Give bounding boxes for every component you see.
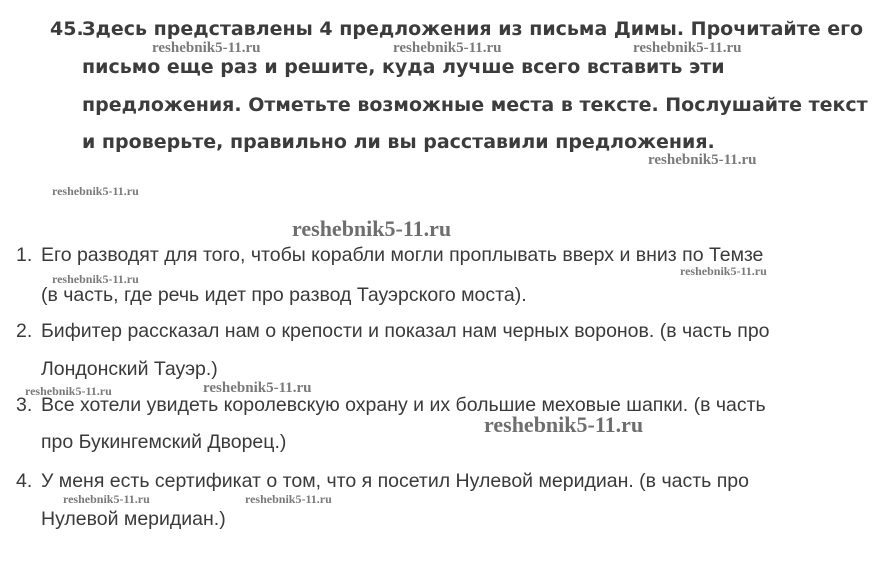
watermark: reshebnik5-11.ru	[245, 492, 332, 506]
item-number: 4.	[16, 470, 33, 492]
watermark: reshebnik5-11.ru	[52, 272, 139, 286]
watermark: reshebnik5-11.ru	[203, 380, 312, 396]
watermark: reshebnik5-11.ru	[393, 40, 502, 56]
item-line: Нулевой меридиан.)	[41, 508, 226, 530]
watermark: reshebnik5-11.ru	[152, 40, 261, 56]
watermark: reshebnik5-11.ru	[484, 412, 644, 437]
item-number: 2.	[16, 320, 33, 342]
item-number: 3.	[16, 394, 33, 416]
task-line: и проверьте, правильно ли вы расставили предложения.	[82, 131, 715, 153]
watermark: reshebnik5-11.ru	[648, 152, 757, 168]
watermark: reshebnik5-11.ru	[680, 264, 767, 278]
item-line: Бифитер рассказал нам о крепости и показал нам черных воронов. (в часть про	[41, 320, 770, 342]
watermark: reshebnik5-11.ru	[292, 216, 452, 241]
item-line: Все хотели увидеть королевскую охрану и их большие меховые шапки. (в часть	[41, 394, 766, 416]
task-line: предложения. Отметьте возможные места в тексте. Послушайте текст	[82, 94, 868, 116]
watermark: reshebnik5-11.ru	[25, 384, 112, 398]
item-line: У меня есть сертификат о том, что я посетил Нулевой меридиан. (в часть про	[41, 470, 749, 492]
item-line: (в часть, где речь идет про развод Тауэрского моста).	[41, 284, 527, 306]
item-line: Его разводят для того, чтобы корабли могли проплывать вверх и вниз по Темзе	[41, 244, 764, 266]
task-line: Здесь представлены 4 предложения из письма Димы. Прочитайте его	[82, 18, 864, 40]
watermark: reshebnik5-11.ru	[633, 40, 742, 56]
item-line: про Букингемский Дворец.)	[41, 431, 287, 453]
task-line: письмо еще раз и решите, куда лучше всего вставить эти	[82, 56, 725, 78]
watermark: reshebnik5-11.ru	[63, 492, 150, 506]
watermark: reshebnik5-11.ru	[52, 184, 139, 198]
item-number: 1.	[16, 244, 33, 266]
item-line: Лондонский Тауэр.)	[41, 358, 218, 380]
task-number: 45.	[50, 18, 84, 40]
